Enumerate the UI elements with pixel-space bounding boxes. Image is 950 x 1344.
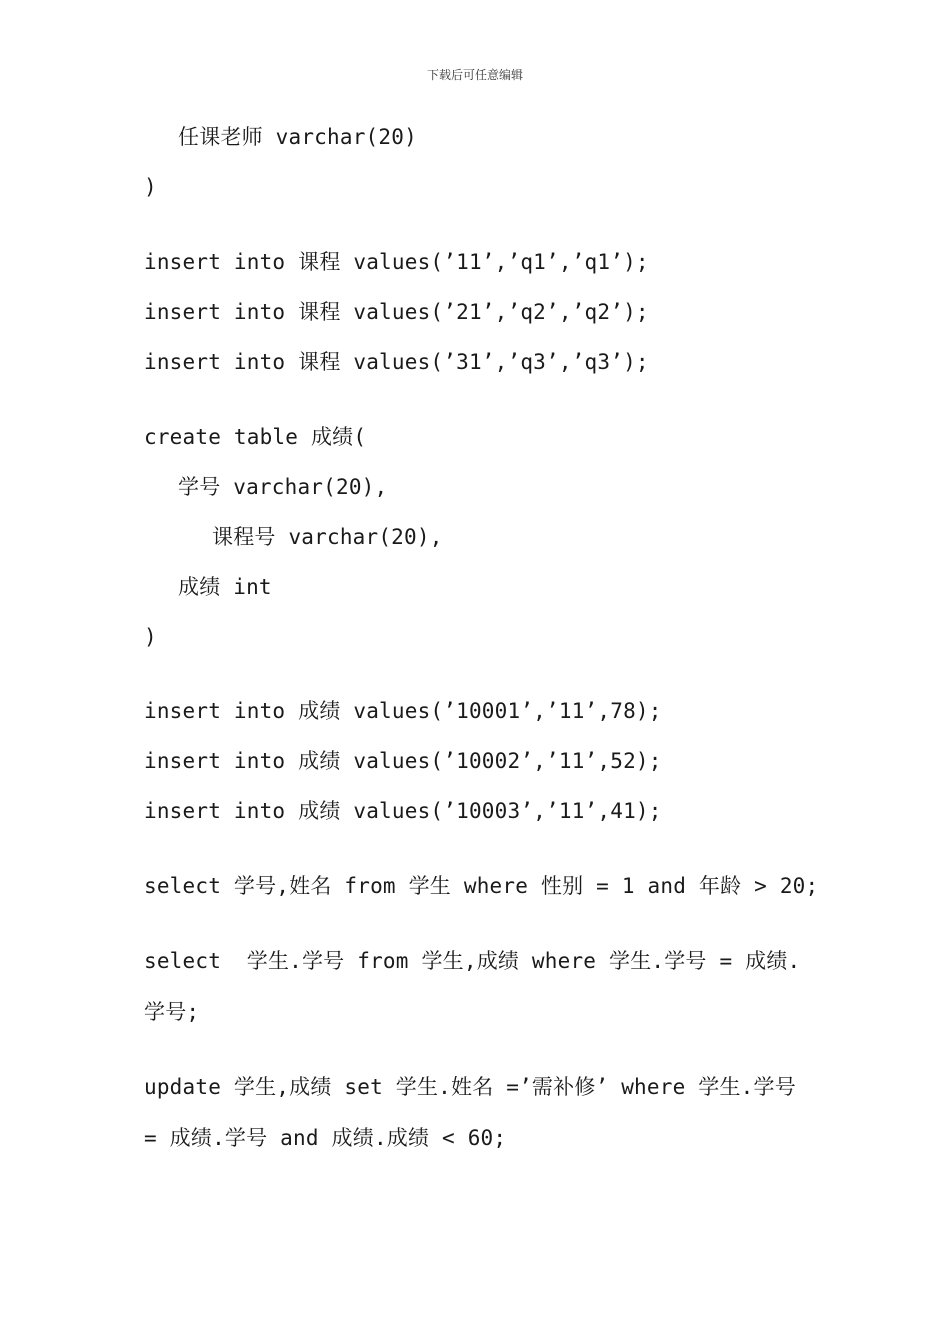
code-line: insert into 课程 values(’31’,’q3’,’q3’);: [144, 350, 649, 374]
code-line: insert into 课程 values(’11’,’q1’,’q1’);: [144, 250, 649, 274]
code-line: insert into 成绩 values(’10003’,’11’,41);: [144, 799, 662, 823]
code-line: create table 成绩(: [144, 425, 367, 449]
code-line: 学号 varchar(20),: [178, 475, 388, 499]
code-line: select 学生.学号 from 学生,成绩 where 学生.学号 = 成绩.: [144, 949, 801, 973]
code-line: select 学号,姓名 from 学生 where 性别 = 1 and 年龄 > 20;: [144, 874, 819, 898]
code-line: 学号;: [144, 1000, 200, 1024]
code-line: = 成绩.学号 and 成绩.成绩 < 60;: [144, 1126, 507, 1150]
code-line: insert into 成绩 values(’10001’,’11’,78);: [144, 699, 662, 723]
code-line: insert into 课程 values(’21’,’q2’,’q2’);: [144, 300, 649, 324]
code-line: 成绩 int: [178, 575, 272, 599]
page-header: 下载后可任意编辑: [426, 68, 523, 82]
code-line: 任课老师 varchar(20): [178, 125, 417, 149]
code-line: insert into 成绩 values(’10002’,’11’,52);: [144, 749, 662, 773]
code-line: ): [144, 625, 157, 649]
code-line: ): [144, 175, 157, 199]
code-line: 课程号 varchar(20),: [212, 525, 443, 549]
code-line: update 学生,成绩 set 学生.姓名 =’需补修’ where 学生.学号: [144, 1075, 796, 1099]
